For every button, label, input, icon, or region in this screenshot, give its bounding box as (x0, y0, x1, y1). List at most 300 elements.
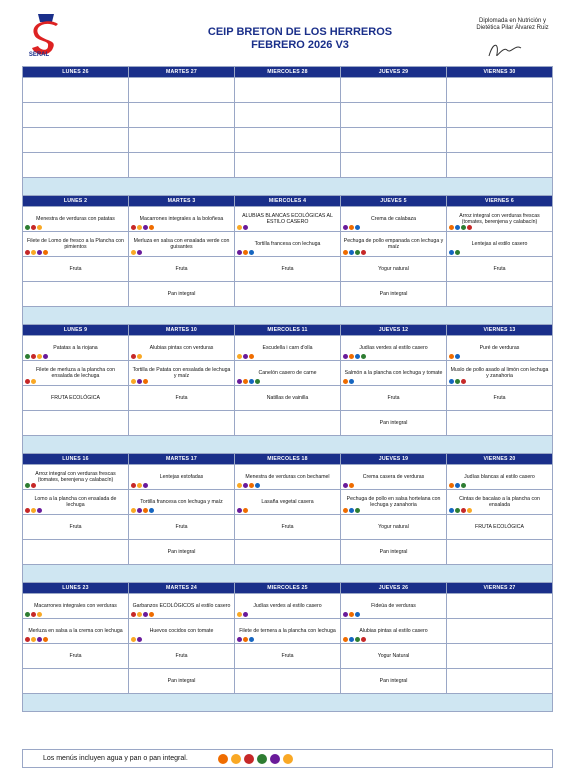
dish-name: Lomo a la plancha con ensalada de lechuga (34, 496, 117, 508)
allergen-icons (343, 508, 360, 513)
allergen-icon (349, 354, 354, 359)
dish-name: Alubias pintas con verduras (149, 345, 214, 351)
day-header: MIERCOLES 28 (235, 67, 341, 78)
allergen-icons (237, 508, 248, 513)
dish-cell (129, 669, 235, 694)
dish-cell (23, 465, 129, 490)
allergen-icon (361, 250, 366, 255)
dish-cell (447, 619, 553, 644)
dish-cell (23, 361, 129, 386)
dish-name: Fruta (175, 653, 188, 659)
allergen-icon (31, 508, 36, 513)
dish-cell (235, 515, 341, 540)
dish-name: Tortilla francesa con lechuga (254, 241, 321, 247)
dish-name: Fruta (69, 266, 82, 272)
dish-cell (129, 232, 235, 257)
allergen-icon (349, 250, 354, 255)
dish-name: Pan integral (167, 549, 196, 555)
allergen-icon (243, 612, 248, 617)
allergen-icon (343, 250, 348, 255)
dish-cell (447, 490, 553, 515)
allergen-icons (343, 354, 366, 359)
dish-name: Judías blancas al estilo casero (464, 474, 535, 480)
allergen-icons (343, 637, 366, 642)
allergen-icon (249, 354, 254, 359)
allergen-icon (270, 754, 280, 764)
allergen-icon (349, 225, 354, 230)
allergen-icon (37, 250, 42, 255)
allergen-icon (467, 225, 472, 230)
allergen-icon (37, 612, 42, 617)
dish-cell (23, 619, 129, 644)
allergen-icons (25, 637, 48, 642)
allergen-icon (461, 379, 466, 384)
allergen-icon (243, 250, 248, 255)
allergen-icon (143, 483, 148, 488)
dish-cell (235, 128, 341, 153)
day-header: JUEVES 12 (341, 325, 447, 336)
dish-name: Fruta (175, 395, 188, 401)
dish-cell (129, 282, 235, 307)
dish-name: Fruta (281, 266, 294, 272)
allergen-icon (349, 637, 354, 642)
dish-cell (129, 257, 235, 282)
dish-cell (129, 386, 235, 411)
allergen-icon (237, 225, 242, 230)
dish-cell (341, 540, 447, 565)
day-header: VIERNES 6 (447, 196, 553, 207)
dish-cell (23, 644, 129, 669)
allergen-icon (243, 225, 248, 230)
dish-name: Arroz integral con verduras frescas (tomates, berenjena y calabacín) (35, 471, 116, 483)
dish-name: Crema de calabaza (371, 216, 416, 222)
allergen-icons (131, 379, 148, 384)
dish-name: FRUTA ECOLÓGICA (51, 395, 100, 401)
day-header: JUEVES 19 (341, 454, 447, 465)
dish-name: Yogur natural (378, 266, 409, 272)
week-header-row (23, 325, 553, 336)
dish-name: FRUTA ECOLÓGICA (475, 524, 524, 530)
day-header: MARTES 17 (129, 454, 235, 465)
allergen-icon (355, 508, 360, 513)
day-header: LUNES 2 (23, 196, 129, 207)
allergen-icon (25, 508, 30, 513)
day-header: MIERCOLES 11 (235, 325, 341, 336)
allergen-icons (25, 250, 48, 255)
allergen-icon (143, 379, 148, 384)
allergen-icon (455, 508, 460, 513)
dish-cell (235, 207, 341, 232)
footer-allergen-icons (218, 754, 293, 764)
nutrition-note-row (23, 436, 553, 454)
day-header: MARTES 24 (129, 583, 235, 594)
allergen-icons (25, 483, 36, 488)
allergen-icon (31, 354, 36, 359)
dish-cell (447, 257, 553, 282)
dish-cell (23, 669, 129, 694)
allergen-icons (449, 483, 466, 488)
allergen-icon (237, 354, 242, 359)
dish-cell (23, 128, 129, 153)
dish-name: Filete de Lomo de fresco a la Plancha con pimientos (27, 238, 124, 250)
dish-name: Yogur natural (378, 524, 409, 530)
allergen-icon (249, 483, 254, 488)
allergen-icon (237, 483, 242, 488)
dish-name: Menestra de verduras con bechamel (245, 474, 330, 480)
dish-name: Muslo de pollo asado al limón con lechuga y zanahoria (450, 367, 549, 379)
dish-name: Judías verdes al estilo casero (359, 345, 428, 351)
day-header: VIERNES 27 (447, 583, 553, 594)
dish-name: Patatas a la riojana (53, 345, 98, 351)
allergen-icon (25, 483, 30, 488)
dish-cell (447, 465, 553, 490)
dietitian-line-2: Dietética Pilar Álvarez Ruiz (476, 25, 549, 31)
allergen-icon (131, 637, 136, 642)
page-header (0, 0, 577, 64)
dish-name: Fruta (69, 653, 82, 659)
dish-cell (447, 103, 553, 128)
allergen-icon (25, 637, 30, 642)
nutrition-note-row (23, 565, 553, 583)
day-header: VIERNES 30 (447, 67, 553, 78)
allergen-icon (255, 379, 260, 384)
day-header: MIERCOLES 18 (235, 454, 341, 465)
allergen-icons (237, 483, 260, 488)
dish-cell (447, 128, 553, 153)
dish-cell (341, 282, 447, 307)
dish-cell (341, 232, 447, 257)
allergen-icon (131, 508, 136, 513)
meal-row (23, 128, 553, 153)
title-line-1: CEIP BRETON DE LOS HERREROS (207, 26, 393, 38)
allergen-icon (237, 637, 242, 642)
allergen-icon (37, 508, 42, 513)
allergen-icons (449, 250, 460, 255)
allergen-icon (25, 379, 30, 384)
dish-cell (129, 644, 235, 669)
allergen-icon (131, 225, 136, 230)
dish-cell (23, 540, 129, 565)
allergen-icon (25, 612, 30, 617)
dish-name: Menestra de verduras con patatas (36, 216, 115, 222)
allergen-icon (355, 612, 360, 617)
dish-cell (129, 361, 235, 386)
dish-name: Fruta (493, 395, 506, 401)
nutrition-note-row (23, 307, 553, 325)
dish-name: Fruta (387, 395, 400, 401)
allergen-icons (343, 483, 354, 488)
dish-cell (23, 515, 129, 540)
allergen-icon (149, 225, 154, 230)
allergen-icon (361, 354, 366, 359)
day-header: VIERNES 20 (447, 454, 553, 465)
allergen-icon (343, 354, 348, 359)
dish-name: Puré de verduras (479, 345, 520, 351)
dish-cell (341, 257, 447, 282)
footer-note (22, 749, 553, 768)
dish-cell (447, 515, 553, 540)
dish-cell (129, 336, 235, 361)
meal-row (23, 411, 553, 436)
meal-row (23, 619, 553, 644)
allergen-icon (31, 250, 36, 255)
allergen-icons (237, 250, 254, 255)
day-header: MIERCOLES 25 (235, 583, 341, 594)
allergen-icon (343, 508, 348, 513)
dish-cell (341, 386, 447, 411)
allergen-icon (349, 612, 354, 617)
allergen-icon (355, 250, 360, 255)
allergen-icon (25, 354, 30, 359)
allergen-icon (31, 225, 36, 230)
dish-name: Tortilla francesa con lechuga y maíz (140, 499, 223, 505)
nutrition-note (23, 307, 553, 325)
week-header-row (23, 67, 553, 78)
dish-cell (447, 540, 553, 565)
allergen-icon (355, 637, 360, 642)
allergen-icon (143, 508, 148, 513)
dish-cell (341, 669, 447, 694)
allergen-icon (449, 483, 454, 488)
allergen-icon (283, 754, 293, 764)
meal-row (23, 103, 553, 128)
allergen-icon (343, 379, 348, 384)
allergen-icon (461, 225, 466, 230)
allergen-icon (43, 354, 48, 359)
dish-cell (129, 153, 235, 178)
allergen-icon (249, 250, 254, 255)
meal-row (23, 465, 553, 490)
meal-row (23, 336, 553, 361)
allergen-icon (131, 483, 136, 488)
meal-row (23, 282, 553, 307)
dish-name: Tortilla de Patata con ensalada de lechuga y maíz (132, 367, 231, 379)
allergen-icons (131, 354, 142, 359)
dish-cell (23, 257, 129, 282)
meal-row (23, 153, 553, 178)
dish-name: Lasaña vegetal casera (261, 499, 314, 505)
dish-name: Alubias pintas al estilo casero (359, 628, 428, 634)
allergen-icon (43, 637, 48, 642)
week-header-row (23, 583, 553, 594)
dish-cell (235, 282, 341, 307)
meal-row (23, 490, 553, 515)
allergen-icon (349, 379, 354, 384)
allergen-icons (131, 250, 142, 255)
day-header: MARTES 27 (129, 67, 235, 78)
allergen-icons (25, 379, 36, 384)
dish-name: Macarrones integrales con verduras (34, 603, 117, 609)
day-header: JUEVES 29 (341, 67, 447, 78)
dish-cell (447, 669, 553, 694)
allergen-icon (243, 379, 248, 384)
allergen-icon (455, 379, 460, 384)
dish-cell (23, 336, 129, 361)
allergen-icon (137, 483, 142, 488)
dish-name: Cintas de bacalao a la plancha con ensalada (459, 496, 540, 508)
dish-name: Canelón casero de carne (258, 370, 317, 376)
allergen-icon (249, 637, 254, 642)
dish-name: Salmón a la plancha con lechuga y tomate (344, 370, 443, 376)
dish-name: Crema casera de verduras (362, 474, 425, 480)
dish-name: Macarrones integrales a la boloñesa (139, 216, 224, 222)
dish-cell (235, 386, 341, 411)
dish-cell (129, 128, 235, 153)
allergen-icons (131, 225, 154, 230)
dish-cell (235, 153, 341, 178)
nutrition-note (23, 694, 553, 712)
dish-cell (23, 386, 129, 411)
day-header: MARTES 3 (129, 196, 235, 207)
dish-cell (235, 619, 341, 644)
dish-cell (341, 336, 447, 361)
day-header: LUNES 23 (23, 583, 129, 594)
allergen-icon (257, 754, 267, 764)
dish-cell (447, 232, 553, 257)
dish-name: Arroz integral con verduras frescas (tomates, berenjena y calabacín) (459, 213, 540, 225)
signature-icon (485, 40, 525, 62)
dish-cell (129, 465, 235, 490)
day-header: VIERNES 13 (447, 325, 553, 336)
dish-cell (447, 207, 553, 232)
allergen-icon (449, 354, 454, 359)
dish-cell (341, 78, 447, 103)
menu-table (22, 66, 553, 712)
allergen-icon (455, 225, 460, 230)
allergen-icon (237, 508, 242, 513)
page-title (150, 26, 450, 52)
dish-cell (235, 361, 341, 386)
week-header-row (23, 454, 553, 465)
allergen-icon (361, 637, 366, 642)
dish-cell (129, 411, 235, 436)
allergen-icons (237, 225, 248, 230)
dish-cell (447, 282, 553, 307)
allergen-icon (137, 637, 142, 642)
nutrition-note (23, 565, 553, 583)
dish-name: Judías verdes al estilo casero (253, 603, 322, 609)
dish-name: Yogur Natural (377, 653, 410, 659)
dish-cell (235, 232, 341, 257)
dish-name: Lentejas al estilo casero (471, 241, 528, 247)
dish-cell (341, 153, 447, 178)
allergen-icon (461, 483, 466, 488)
dish-name: Filete de ternera a la plancha con lechuga (239, 628, 336, 634)
dietitian-credit (455, 18, 570, 32)
dish-cell (23, 411, 129, 436)
allergen-icon (343, 612, 348, 617)
meal-row (23, 669, 553, 694)
allergen-icons (25, 225, 42, 230)
dish-cell (341, 103, 447, 128)
dish-cell (235, 540, 341, 565)
dish-cell (341, 644, 447, 669)
allergen-icons (237, 379, 260, 384)
allergen-icons (131, 612, 154, 617)
allergen-icon (37, 354, 42, 359)
dish-cell (341, 490, 447, 515)
allergen-icon (143, 612, 148, 617)
day-header: LUNES 9 (23, 325, 129, 336)
dish-cell (341, 411, 447, 436)
day-header: MIERCOLES 4 (235, 196, 341, 207)
dish-name: Fruta (281, 653, 294, 659)
allergen-icons (449, 225, 472, 230)
allergen-icon (455, 354, 460, 359)
dish-cell (341, 619, 447, 644)
dish-cell (447, 78, 553, 103)
allergen-icons (343, 225, 360, 230)
allergen-icons (25, 508, 42, 513)
allergen-icons (131, 637, 142, 642)
allergen-icons (449, 354, 460, 359)
nutrition-note (23, 178, 553, 196)
allergen-icon (349, 483, 354, 488)
dish-cell (447, 336, 553, 361)
allergen-icon (37, 637, 42, 642)
day-header: LUNES 16 (23, 454, 129, 465)
dish-name: Fruta (175, 266, 188, 272)
dish-cell (235, 411, 341, 436)
allergen-icons (131, 508, 154, 513)
dish-cell (129, 78, 235, 103)
meal-row (23, 515, 553, 540)
allergen-icon (137, 612, 142, 617)
dish-cell (235, 257, 341, 282)
allergen-icons (25, 354, 48, 359)
allergen-icon (149, 612, 154, 617)
dish-cell (235, 336, 341, 361)
dish-name: Pan integral (379, 678, 408, 684)
dish-name: Fideúa de verduras (371, 603, 416, 609)
dish-cell (23, 594, 129, 619)
dish-name: Fruta (493, 266, 506, 272)
allergen-icon (25, 225, 30, 230)
dish-name: Pan integral (167, 291, 196, 297)
dish-name: Pan integral (379, 420, 408, 426)
dish-name: Filete de merluza a la plancha con ensalada de lechuga (35, 367, 115, 379)
dish-cell (23, 78, 129, 103)
dish-cell (341, 361, 447, 386)
day-header: JUEVES 5 (341, 196, 447, 207)
allergen-icon (249, 379, 254, 384)
dish-cell (129, 103, 235, 128)
title-line-2: FEBRERO 2026 V3 (251, 39, 349, 51)
dish-name: Fruta (281, 524, 294, 530)
meal-row (23, 257, 553, 282)
dish-cell (129, 594, 235, 619)
allergen-icon (231, 754, 241, 764)
dish-name: Pechuga de pollo empanada con lechuga y maíz (343, 238, 444, 250)
allergen-icon (349, 508, 354, 513)
dish-name: Escudella i carn d'olla (262, 345, 313, 351)
dish-cell (23, 153, 129, 178)
dish-cell (447, 361, 553, 386)
allergen-icon (243, 637, 248, 642)
allergen-icon (243, 354, 248, 359)
dietitian-line-1: Diplomada en Nutrición y (478, 18, 547, 24)
dish-cell (129, 490, 235, 515)
dish-name: Fruta (69, 524, 82, 530)
allergen-icon (137, 225, 142, 230)
dish-cell (235, 644, 341, 669)
meal-row (23, 386, 553, 411)
allergen-icons (343, 612, 360, 617)
dish-name: Merluza en salsa a la crema con lechuga (28, 628, 123, 634)
dish-name: Merluza en salsa con ensalada verde con guisantes (133, 238, 230, 250)
dish-name: Huevos cocidos con tomate (149, 628, 214, 634)
nutrition-note (23, 436, 553, 454)
